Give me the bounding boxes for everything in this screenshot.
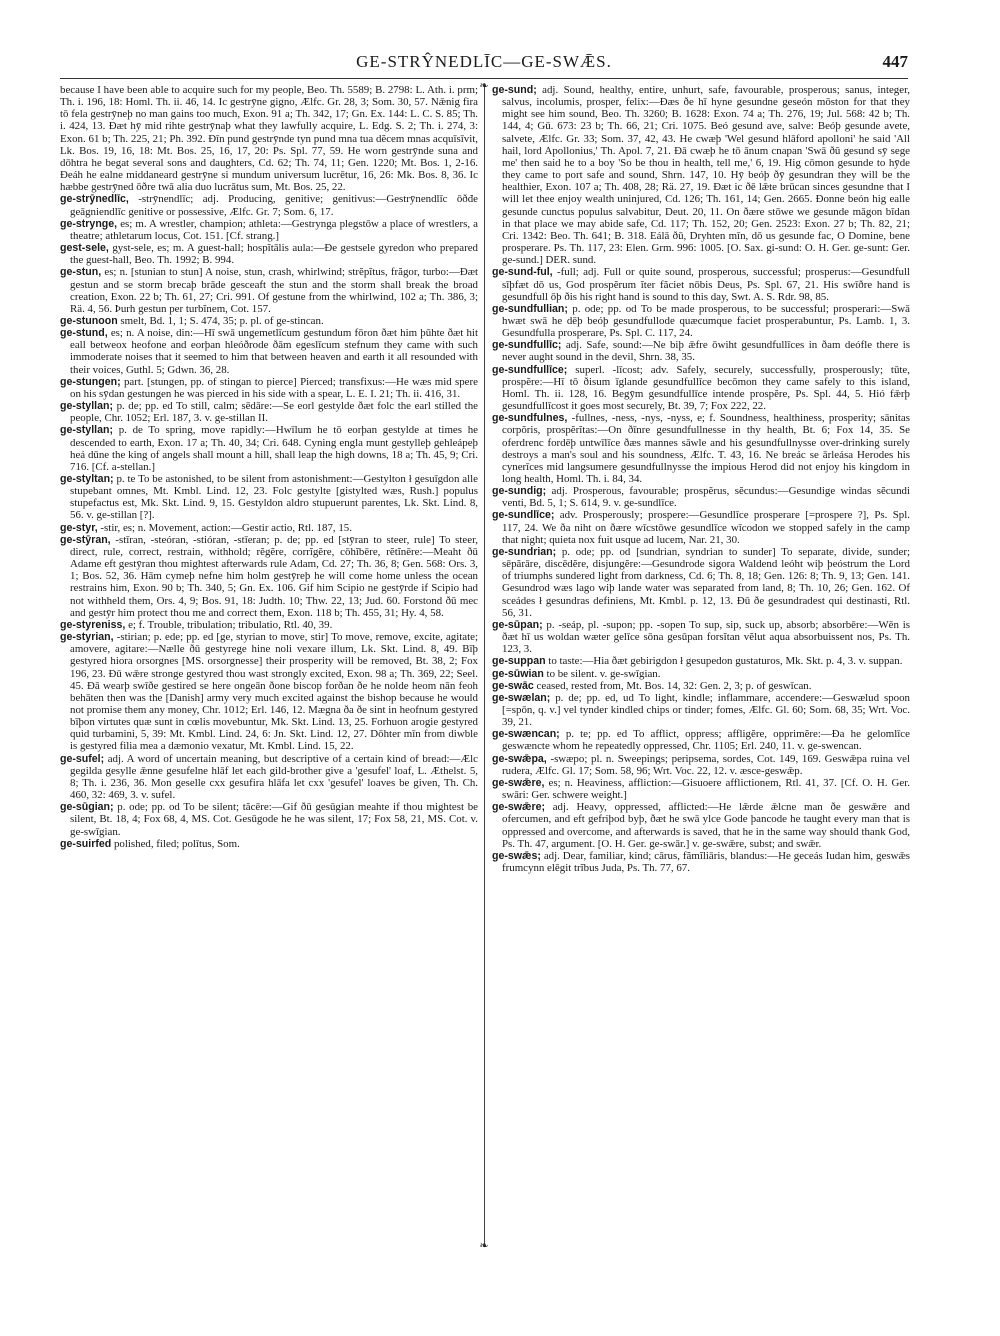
running-head: GE-STRŶNEDLĪC—GE-SWǢS. [356, 52, 612, 71]
entry-headword: ge-suirfed [60, 837, 112, 850]
entry-text: -fullnes, -ness, -nys, -nyss, e; f. Soundness, healthiness, prosperity; sānitas corpŏris, prospĕrĭtas:—On ðīnre gesundfullnesse in thy health, Bt. 6; Fox 14, 35. Se oferdrenc fordēþ untwīlīce ðæs mannes sāwle and his gesundfullnysse over-drinking surely destroys a man's soul and his soundness, Ælfc. T. 43, 16. Ne breác se ārleása Herodes his cynerīces mid langsumere gesundfullnysse the impious Herod did not enjoy his kingdom in long health, Homl. Th. i. 84, 34. [502, 412, 910, 485]
entry-text: -swæpo; pl. n. Sweepings; peripsema, sordes, Cot. 149, 169. Geswǣpa ruina vel rudera, Ælfc. Gl. 17; Som. 58, 96; Wrt. Voc. 22, 12. v. æsce-geswǣp. [502, 752, 910, 777]
entry-text: adj. Prosperous, favourable; prospĕrus, sĕcundus:—Gesundige windas sĕcundi venti, Bd. 5, 1; S. 614, 9. v. ge-sundlīce. [502, 485, 910, 510]
entry-text: p. de; pp. ed To still, calm; sēdāre:—Se eorl gestylde ðæt folc the earl stilled the people, Chr. 1052; Erl. 187, 3. v. ge-stillan II. [70, 400, 478, 425]
right-column [492, 84, 910, 1306]
entry-headword: ge-swāc [492, 679, 534, 692]
page-number: 447 [882, 52, 908, 71]
entry-text: es; m. A wrestler, champion; athleta:—Gestrynga plegstōw a place of wrestlers, a theatre; athletarum locus, Cot. 151. [Cf. strang.] [70, 217, 478, 242]
dictionary-entry [492, 546, 910, 619]
dictionary-entry [60, 534, 478, 619]
dictionary-entry [492, 303, 910, 339]
entry-headword: ge-sundlīce; [492, 509, 555, 522]
entry-text: -full; adj. Full or quite sound, prosperous, successful; prosperus:—Gesundfull sīþfæt dō us, God prospĕrum ĭter făciet nōbis Deus, Ps. Spl. 67, 21. His swīðre hand is gesundfull ōþ ðis his right hand is sound to this day, Swt. A. S. Rdr. 98, 85. [502, 266, 910, 303]
dictionary-entry [60, 631, 478, 753]
entry-text: p. ode; pp. od To be made prosperous, to be successful; prosperari:—Swā hwæt swā he dēþ beóþ gesundfullode quæcumque faciet prosperabuntur, Ps. Lamb. 1, 3. Gesundfulla prosperare, Ps. Spl. C. 117, 24. [502, 302, 910, 340]
entry-headword: ge-sund-ful, [492, 266, 553, 279]
entry-text: part. [stungen, pp. of stingan to pierce] Pierced; transfixus:—He wæs mid spere on his sȳdan gestungen he was pierced in his side with a spear, L. E. I. 21; Th. ii. 416, 31. [70, 375, 478, 400]
entry-text: p. ode; pp. od [sundrian, syndrian to sunder] To separate, divide, sunder; sēpărāre, discēdĕre, disjungĕre:—Gesundrode sigora Waldend leóht wiþ þeóstrum the Lord of triumphs sundered light from darkness, Cd. 6; Th. 8, 18; Gen. 126: 8; Th. 9, 13; Gen. 141. Gesundrod wæs lago wiþ lande water was separated from land, 8; Th. 10, 26; Gen. 162. Of sceádes ł gesundras definiens, Mt. Kmbl. p. 12, 13. Ðū ðe gesundradest qui destinasti, Rtl. 56, 31. [502, 545, 910, 619]
entry-headword: gest-sele, [60, 242, 109, 255]
entry-headword: ge-suppan [492, 655, 546, 668]
entry-text: because I have been able to acquire such for my people, Beo. Th. 5589; B. 2798: L. Ath. i. prm; Th. i. 196, 18: Homl. Th. ii. 46, 14. Ic gestrȳne gigno, Ælfc. Gr. 28, 3; Som. 30, 57. Nǣnig fira tō fela gestrȳneþ no man gains too much, Exon. 91 a; Th. 342, 17; Gn. Ex. 144: L. C. S. 85; Th. i. 424, 13. Ðæt hȳ mid rihte gestrȳnaþ what they lawfully acquire, L. Edg. S. 2; Th. i. 274, 3: Exon. 61 b; Th. 225, 21; Ph. 392. Ðīn pund gestrȳnde tyn pund mna tua dĕcem mnas acquīsīvit, Lk. Bos. 19, 16, 18: Mt. Bos. 25, 16, 17, 20: Ps. Spl. 77, 59. He worn gestrȳnde suna and dōhtra he begat several sons and daughters, Cd. 62; Th. 74, 11; Gen. 1220; Mt. Bos. 1, 2-16. Ðeáh he ealne middaneard gestrȳne si mundum universum lucrētur, 16, 26: Mk. Bos. 8, 36. Ic hæbbe gestrȳned ōðre twā alia duo lucrātus sum, Mt. Bos. 25, 22. [60, 84, 478, 194]
entry-headword: ge-sund; [492, 84, 537, 96]
dictionary-entry [492, 668, 910, 680]
dictionary-entry [492, 655, 910, 667]
dictionary-entry [60, 193, 478, 217]
entry-headword: ge-sundfullīc; [492, 339, 562, 352]
entry-text: p. ode; pp. od To be silent; tăcēre:—Gif ðū gesūgian meahte if thou mightest be silent, Bt. 18, 4; Fox 68, 4, MS. Cot. Gesūgode he he was silent, 17; Fox 58, 21, MS. Cot. v. ge-swīgian. [70, 801, 478, 838]
page-header [60, 52, 908, 78]
dictionary-entry [492, 485, 910, 509]
dictionary-entry [492, 801, 910, 850]
dictionary-entry [60, 327, 478, 376]
entry-text: smelt, Bd. 1, 1; S. 474, 35; p. pl. of ge-stincan. [120, 314, 324, 327]
dictionary-entry [492, 728, 910, 752]
dictionary-entry [492, 339, 910, 363]
entry-headword: ge-styreniss, [60, 618, 126, 631]
entry-headword: ge-swǣre; [492, 801, 545, 814]
dictionary-entry [60, 315, 478, 327]
entry-text: e; f. Trouble, tribulation; tribulatio, Rtl. 40, 39. [128, 618, 333, 631]
entry-headword: ge-sūgian; [60, 801, 114, 814]
entry-headword: ge-sundfullīce; [492, 363, 568, 376]
entry-headword: ge-swǣpa, [492, 752, 547, 765]
dictionary-entry [492, 692, 910, 728]
entry-text: adj. Heavy, oppressed, afflicted:—He lǣrde ǣlcne man ðe geswǣre and ofercumen, and eft gefriþod byþ, ðæt he swā ylce Gode þancode he taught every man that is oppressed and overcome, and afterwards is saved, that he in the same way should thank God, Ps. Th. 47, argument. [O. H. Ger. ge-swār.] v. ge-swǣre, subst; and swǣr. [502, 801, 910, 850]
entry-headword: ge-sundrian; [492, 545, 557, 558]
dictionary-entry [60, 424, 478, 473]
dictionary-entry [60, 801, 478, 837]
entry-headword: ge-sūpan; [492, 618, 543, 631]
entry-headword: ge-strynge, [60, 217, 118, 230]
entry-headword: ge-swælan; [492, 691, 551, 704]
left-column [60, 84, 478, 1306]
dictionary-entry [60, 400, 478, 424]
dictionary-entry [60, 218, 478, 242]
entry-headword: ge-stun, [60, 266, 102, 279]
entry-headword: ge-sundig; [492, 485, 547, 498]
divider-ornament-top-icon: ❧ [479, 79, 489, 92]
entry-text: gyst-sele, es; m. A guest-hall; hospĭtālis aula:—Ðe gestsele gyredon who prepared the guest-hall, Beo. Th. 1992; B. 994. [70, 242, 478, 267]
entry-headword: ge-styllan; [60, 424, 113, 437]
dictionary-entry [60, 473, 478, 522]
entry-headword: ge-sufel; [60, 752, 105, 765]
entry-text: adv. Prosperously; prospere:—Gesundlīce prosperare [=prospere ?], Ps. Spl. 117, 24. We ða niht on ðære wīcstōwe gesundlīce wīcodon we stopped safely in the camp that night; quieta nox fuit usque ad lucem, Nar. 21, 30. [502, 509, 910, 546]
dictionary-entry [60, 266, 478, 315]
dictionary-entry [492, 619, 910, 655]
entry-text: to be silent. v. ge-swīgian. [546, 667, 661, 680]
dictionary-entry [492, 412, 910, 485]
dictionary-entry [60, 522, 478, 534]
entry-text: es; n. A noise, din:—Hī swā ungemetlīcum gestundum fōron ðæt him þūhte ðæt hit eall betweox heofone and eorþan hleóðrode ðām egeslīcum stefnum they came with such immoderate noises that it seemed to him that between heaven and earth it all resounded with their voices, Guthl. 5; Gdwn. 36, 28. [70, 327, 478, 376]
entry-text: ceased, rested from, Mt. Bos. 14, 32: Gen. 2, 3; p. of geswīcan. [536, 679, 812, 692]
entry-headword: ge-swǣs; [492, 849, 541, 862]
entry-text: superl. -līcost; adv. Safely, securely, successfully, prosperously; tūte, prospĕre:—Hī tō ðisum īglande gesundfullīce becōmon they came safely to this island, Homl. Th. ii. 128, 16. Begȳm gesundfullīce intende prospĕre, Ps. Spl. 44, 5. Hió fǣrþ gesundfullīcost it goes most securely, Bt. 39, 7; Fox 222, 22. [502, 363, 910, 413]
entry-text: -stirian; p. ede; pp. ed [ge, styrian to move, stir] To move, remove, excite, agitate; amovere, agitare:—Nælle ðū gestyrege hine noli vexare illum, Lk. Skt. Lind. 8, 49. Bīþ gestyred hiora orsorgnes [MS. orsorgnesse] their prosperity will be removed, Bt. 38, 2; Fox 196, 23. Ðū wǣre stronge gestyred thou wast strongly excited, Exon. 98 a; Th. 369, 22; Seel. 45. Ðā wearþ swīðe gestired se here ongeān ðone biscop forðan ðe he nolde heom nān feoh behāten then was the [Danish] army very much excited against the bishop because he would not promise them any money, Chr. 1012; Erl. 146, 12. Mægna ða ðe sint in heofnum gestyred bīþon virtutes quæ sunt in cœlis movebuntur, Mk. Skt. Lind. 13, 25. Forhuon arogie gestyred quid turbamini, 5, 39: Mt. Kmbl. Lind. 24, 6: Jn. Skt. Lind. 12, 27. Dōhter mīn from diwble is gestyred filia mea a dæmonio vexatur, Mt. Kmbl. Lind. 15, 22. [70, 631, 478, 753]
entry-headword: ge-stunoon [60, 314, 118, 327]
entry-text: -stīran, -steóran, -stióran, -stīeran; p. de; pp. ed [stȳran to steer, rule] To steer, direct, rule, correct, restrain, withhold; rĕgĕre, corrĭgĕre, cōhĭbēre, rĕtĭnēre:—Meaht ðū Adame eft gestȳran thou mightest afterwards rule Adam, Cd. 27; Th. 36, 8; Gen. 568: Ors. 3, 1; Bos. 52, 36. Hām cymeþ nefne him holm gestȳreþ he will come home unless the ocean restrains him, Exon. 90 b; Th. 340, 5; Gn. Ex. 106. Gif him Scipio ne gestȳrde if Scipio had not withheld them, Ors. 4, 9; Bos. 91, 18: Judth. 10; Thw. 22, 13; Jud. 60. Forstond ðū mec and gestȳr him protect thou me and correct them, Exon. 118 b; Th. 455, 31; Hy. 4, 58. [70, 533, 478, 619]
dictionary-entry [60, 838, 478, 850]
entry-headword: ge-strȳnedlīc, [60, 193, 129, 206]
entry-headword: ge-styltan; [60, 473, 114, 485]
dictionary-entry [492, 266, 910, 302]
entry-text: adj. Safe, sound:—Ne biþ ǣfre ōwiht gesundfullīces in ðam deófle there is never aught sound in the devil, Shrn. 38, 35. [502, 339, 910, 364]
dictionary-entry [492, 753, 910, 777]
entry-text: es; n. Heaviness, affliction:—Gisuoere afflictionem, Rtl. 41, 37. [Cf. O. H. Ger. swāri: Ger. schwere weight.] [502, 776, 910, 802]
dictionary-entry [60, 242, 478, 266]
entry-headword: ge-sundfulnes, [492, 412, 568, 425]
entry-headword: ge-swǣre, [492, 776, 545, 789]
entry-headword: ge-styllan; [60, 400, 113, 413]
entry-headword: ge-sundfullian; [492, 302, 568, 315]
entry-text: es; n. [stunian to stun] A noise, stun, crash, whirlwind; strĕpĭtus, frăgor, turbo:—Ðæt gestun and se storm brecaþ brāde gesceaft the stun and the storm shall break the broad creation, Exon. 22 b; Th. 61, 27; Cri. 991. Of gestune from the whirlwind, 102 a; Th. 386, 3; Rä. 4, 56. Þurh gestun per turbĭnem, Cot. 157. [70, 266, 478, 315]
entry-text: polished, filed; polītus, Som. [113, 837, 240, 850]
dictionary-entry [492, 509, 910, 545]
entry-text: p. de; pp. ed, ud To light, kindle; inflammare, accendere:—Geswælud spoon [=spōn, q. v.] vel tynder kindled chips or tinder; fomes, Ælfc. Gl. 60; Som. 68, 35; Wrt. Voc. 39, 21. [502, 691, 910, 729]
entry-text: -strȳnendlīc; adj. Producing, genitive; genitivus:—Gestrȳnendlīc ōðđe geāgniendlīc genitive or possessive, Ælfc. Gr. 7; Som. 6, 17. [70, 193, 478, 218]
dictionary-entry [492, 364, 910, 413]
dictionary-entry [492, 777, 910, 801]
dictionary-entry [60, 753, 478, 802]
dictionary-entry [492, 84, 910, 266]
entry-headword: ge-styr, [60, 521, 98, 534]
entry-text: to taste:—Hia ðæt gebirigdon ł gesupedon gustaturos, Mk. Skt. p. 4, 3. v. suppan. [548, 655, 903, 668]
divider-ornament-bottom-icon: ❧ [479, 1239, 489, 1252]
entry-text: p. -seáp, pl. -supon; pp. -sopen To sup, sip, suck up, absorb; absorbēre:—Wēn is ðæt hī us woldan wæter gelīce sōna gesūpan forsĭtan vĕlut aqua absorbuissent nos, Ps. Th. 123, 3. [502, 618, 910, 656]
entry-text: p. te; pp. ed To afflict, oppress; affligĕre, opprimĕre:—Ða he gelomlīce geswæncte whom he repeatedly oppressed, Chr. 1105; Erl. 240, 11. v. ge-swencan. [502, 728, 910, 753]
entry-headword: ge-stȳran, [60, 533, 111, 546]
dictionary-entry [60, 376, 478, 400]
entry-text: adj. Sound, healthy, entire, unhurt, safe, favourable, prosperous; sanus, integer, salvus, incolumis, prosper, felix:—Ðæs ðe hī hyne gesundne geseón mōston for that they might see him sound, Beo. Th. 3260; B. 1628: Exon. 74 a; Th. 276, 19; Jul. 568: 42 b; Th. 144, 4; Gū. 673: 23 b; Th. 66, 21; Cri. 1075. Beó gesund ave, salve: Beóþ gesunde avete, salvete, Ælfc. Gr. 33; Som. 37, 42, 43. He cwæþ 'Wel gesund hlāford apolloni' he said 'All hail, lord Apollonius,' Th. Apol. 7, 21. Ðā cwæþ he tō ānum cnapan 'Swā ðū gesund sȳ sege me' then said he to a boy 'So be thou in health, tell me,' 6, 19. Hig cōmon gesunde to hȳde they came to port safe and sound, Shrn. 147, 10. Hȳ beóþ ðȳ gesundran they will be the healthier, Exon. 107 a; Th. 408, 28; Rä. 27, 19. Ðæt ic ðē lǣte brūcan sinces gesundne that I will let thee enjoy wealth uninjured, Cd. 126; Th. 161, 14; Gen. 2665. Ðonne beón hig ealle gesunde cunctus populus salvabitur, Deut. 20, 11. On ðære stōwe we gesunde māgon bīdan in that place we may abide safe, Cd. 117; Th. 152, 20; Gen. 2523: Exon. 27 b; Th. 82, 21; Cri. 1342: Beo. Th. 641; B. 318. Eálā ðū, Dryhten mīn, dō us gesunde fac, O Domine, bene prosperare. Ps. Th. 117, 23: Elen. Grm. 996: 1005. [O. Sax. gi-sund: O. H. Ger. ge-sunt: Ger. ge-sund.] DER. sund. [502, 84, 910, 267]
column-divider [484, 84, 485, 1244]
entry-text: p. de To spring, move rapidly:—Hwīlum he tō eorþan gestylde at times he descended to earth, Exon. 17 a; Th. 40, 34; Cri. 648. Cyning engla munt gestylleþ gehleápeþ heá dūne the king of angels shall mount a hill, shall leap the high downs, 18 a; Th. 45, 9; Cri. 716. [Cf. a-stellan.] [70, 424, 478, 473]
entry-headword: ge-sūwian [492, 667, 544, 680]
entry-headword: ge-stungen; [60, 375, 121, 388]
dictionary-entry [60, 84, 478, 193]
entry-text: -stir, es; n. Movement, action:—Gestir actio, Rtl. 187, 15. [100, 521, 352, 534]
entry-text: p. te To be astonished, to be silent from astonishment:—Gestylton ł gesuīgdon alle stupebant omnes, Mt. Kmbl. Lind. 12, 23. Folc gestylte [gistylted wæs, Rush.] populus stupefactus est, Mk. Skt. Lind. 9, 15. Gestyldon aldro stupuerunt parentes, Lk. Skt. Lind. 8, 56. v. ge-stillan [?]. [70, 473, 478, 522]
entry-headword: ge-styrian, [60, 631, 114, 644]
entry-text: adj. A word of uncertain meaning, but descriptive of a certain kind of bread:—Ælc gegilda gesylle ǣnne gesufelne hlāf let each gild-brother give a 'gesufel' loaf, L. Æthelst. 5, 8; Th. i. 236, 36. Mon geselle cxx gesufira hlāfa let cxx 'gesufel' loaves be given, Th. Ch. 460, 32: 469, 3. v. sufel. [70, 752, 478, 802]
dictionary-entry [60, 619, 478, 631]
entry-headword: ge-swæncan; [492, 728, 560, 741]
dictionary-entry [492, 850, 910, 874]
dictionary-entry [492, 680, 910, 692]
entry-headword: ge-stund, [60, 327, 108, 340]
entry-text: adj. Dear, familiar, kind; cārus, fămĭliāris, blandus:—He geceás Iudan him, geswǣs frumcynn elēgit trĭbus Juda, Ps. Th. 77, 67. [502, 849, 910, 874]
